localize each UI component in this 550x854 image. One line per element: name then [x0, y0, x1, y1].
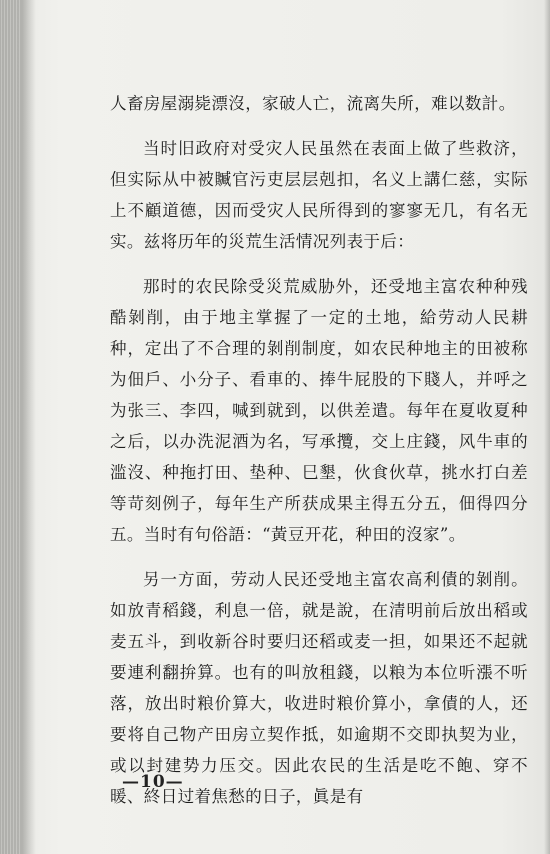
page-number: —10— [122, 772, 184, 792]
paragraph-exploitation: 那时的农民除受災荒威胁外，还受地主富农种种残酷剝削，由于地主掌握了一定的土地，給劳动人民耕种，定出了不合理的剝削制度，如农民种地主的田被称为佃戶、小分子、看車的、捧牛屁股的下賤人，并呼之为张三、李四，喊到就到，以供差遣。每年在夏收夏种之后，以办洗泥酒为名，写承攬，交上庄錢，风牛車的滥沒、种拖打田、垫种、巳墾，伙食伙草，挑水打白差等苛刻例子，每年生产所获成果主得五分五，佃得四分五。当时有句俗語：“黃豆开花，种田的沒家”。 [110, 277, 528, 544]
paragraph-relief: 当时旧政府对受灾人民虽然在表面上做了些救济，但实际从中被贓官污吏层层剋扣，名义上講仁慈，实际上不顧道德，因而受灾人民所得到的寥寥无几，有名无实。兹将历年的災荒生活情况列表于后： [110, 139, 528, 251]
spine-shadow [22, 0, 36, 854]
paragraph-continuation: 人畜房屋溺毙漂沒，家破人亡，流离失所，难以数計。 [110, 94, 516, 113]
book-spine-binding [0, 0, 22, 854]
page-edge-shadow [544, 0, 550, 854]
body-text [110, 88, 528, 826]
paragraph-usury: 另一方面，劳动人民还受地主富农高利債的剝削。如放青稻錢，利息一倍，就是說，在清明前后放出稻或麦五斗，到收新谷时要归还稻或麦一担，如果还不起就要連利翻拚算。也有的叫放租錢，以粮为本位听漲不听落，放出时粮价算大，收进时粮价算小，拿債的人，还要将自己物产田房立契作抵，如逾期不交即执契为业，或以封建势力压交。因此农民的生活是吃不飽、穿不暖、終日过着焦愁的日子，眞是有 [110, 570, 528, 806]
